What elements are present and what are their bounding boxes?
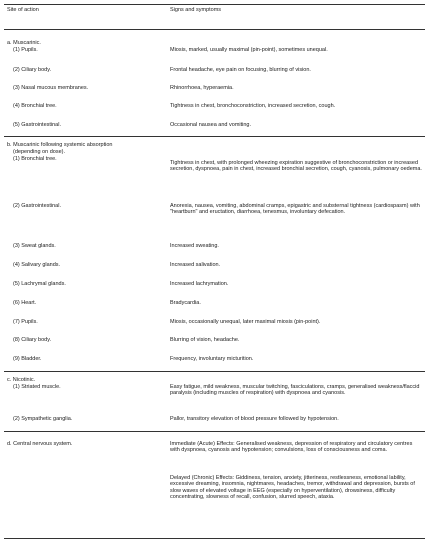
signs-cell: Miosis, marked, usually maximal (pin-point), sometimes unequal. — [170, 47, 328, 53]
signs-cell: Frequency, involuntary micturition. — [170, 356, 254, 362]
signs-cell: Increased lachrymation. — [170, 281, 229, 287]
section-title-b-note: (depending on dose). — [13, 149, 65, 155]
section-rule — [4, 431, 425, 432]
site-cell: (6) Heart. — [13, 300, 37, 306]
table-bottom-rule — [4, 538, 425, 539]
signs-cell: Blurring of vision, headache. — [170, 337, 240, 343]
site-cell: (1) Striated muscle. — [13, 384, 61, 390]
site-cell: (3) Sweat glands. — [13, 243, 56, 249]
column-header-signs: Signs and symptoms — [170, 7, 222, 13]
chronic-effects-cell: Delayed (Chronic) Effects: Giddiness, tension, anxiety, jitteriness, restlessness, emotional lability, excessive dreaming, insomnia, nightmares, headaches, tremor, withdrawal and depression, bursts of slow waves of elevated voltage in EEG (especially on hyperventilation), drowsiness, difficulty concentrating, slowness of recall, confusion, slurred speech, ataxia. — [170, 475, 415, 501]
site-cell: (8) Ciliary body. — [13, 337, 52, 343]
site-cell: (7) Pupils. — [13, 319, 38, 325]
signs-cell: Frontal headache, eye pain on focusing, blurring of vision. — [170, 67, 311, 73]
site-cell: (2) Sympathetic ganglia. — [13, 416, 73, 422]
section-title-d: d. Central nervous system. — [7, 441, 73, 447]
site-cell: (2) Gastrointestinal. — [13, 203, 61, 209]
signs-cell: Tightness in chest, with prolonged wheezing expiration suggestive of bronchoconstriction or increased secretion, dyspnoea, pain in chest, increased bronchial secretion, cough, cyanosis, pulmonary oedema. — [170, 160, 422, 173]
acute-effects-cell: Immediate (Acute) Effects: Generalised weakness, depression of respiratory and circulatory centres with dyspnoea, cyanosis and hypotension; convulsions, loss of consciousness and coma. — [170, 441, 413, 454]
site-cell: (4) Salivary glands. — [13, 262, 61, 268]
signs-cell: Miosis, occasionally unequal, later maximal miosis (pin-point). — [170, 319, 321, 325]
site-cell: (5) Gastrointestinal. — [13, 122, 61, 128]
signs-cell: Increased salivation. — [170, 262, 221, 268]
signs-cell: Rhinorrhoea, hyperaemia. — [170, 85, 234, 91]
signs-cell: Pallor, transitory elevation of blood pressure followed by hypotension. — [170, 416, 339, 422]
signs-cell: Anorexia, nausea, vomiting, abdominal cramps, epigastric and substernal tightness (cardiospasm) with "heartburn" and eructation, diarrhoea, tenesmus, involuntary defecation. — [170, 203, 420, 216]
site-cell: (5) Lachrymal glands. — [13, 281, 66, 287]
signs-cell: Easy fatigue, mild weakness, muscular twitching, fasciculations, cramps, generalised weakness/flaccid paralysis (including muscles of respiration) with dyspnoea and cyanosis. — [170, 384, 420, 397]
table-top-rule — [4, 4, 425, 5]
signs-cell: Tightness in chest, bronchoconstriction, increased secretion, cough. — [170, 103, 336, 109]
site-cell: (3) Nasal mucous membranes. — [13, 85, 89, 91]
site-cell: (9) Bladder. — [13, 356, 42, 362]
section-rule — [4, 371, 425, 372]
section-title-c: c. Nicotinic. — [7, 377, 36, 383]
section-title-b: b. Muscarinic following systemic absorption — [7, 142, 113, 148]
signs-cell: Bradycardia. — [170, 300, 201, 306]
site-cell: (4) Bronchial tree. — [13, 103, 57, 109]
column-header-site: Site of action — [7, 7, 39, 13]
section-title-a: a. Muscarinic. — [7, 40, 41, 46]
signs-cell: Increased sweating. — [170, 243, 219, 249]
site-cell: (2) Ciliary body. — [13, 67, 52, 73]
signs-cell: Occasional nausea and vomiting. — [170, 122, 252, 128]
site-cell: (1) Pupils. — [13, 47, 38, 53]
section-rule — [4, 136, 425, 137]
site-cell: (1) Bronchial tree. — [13, 156, 57, 162]
header-rule — [4, 29, 425, 30]
